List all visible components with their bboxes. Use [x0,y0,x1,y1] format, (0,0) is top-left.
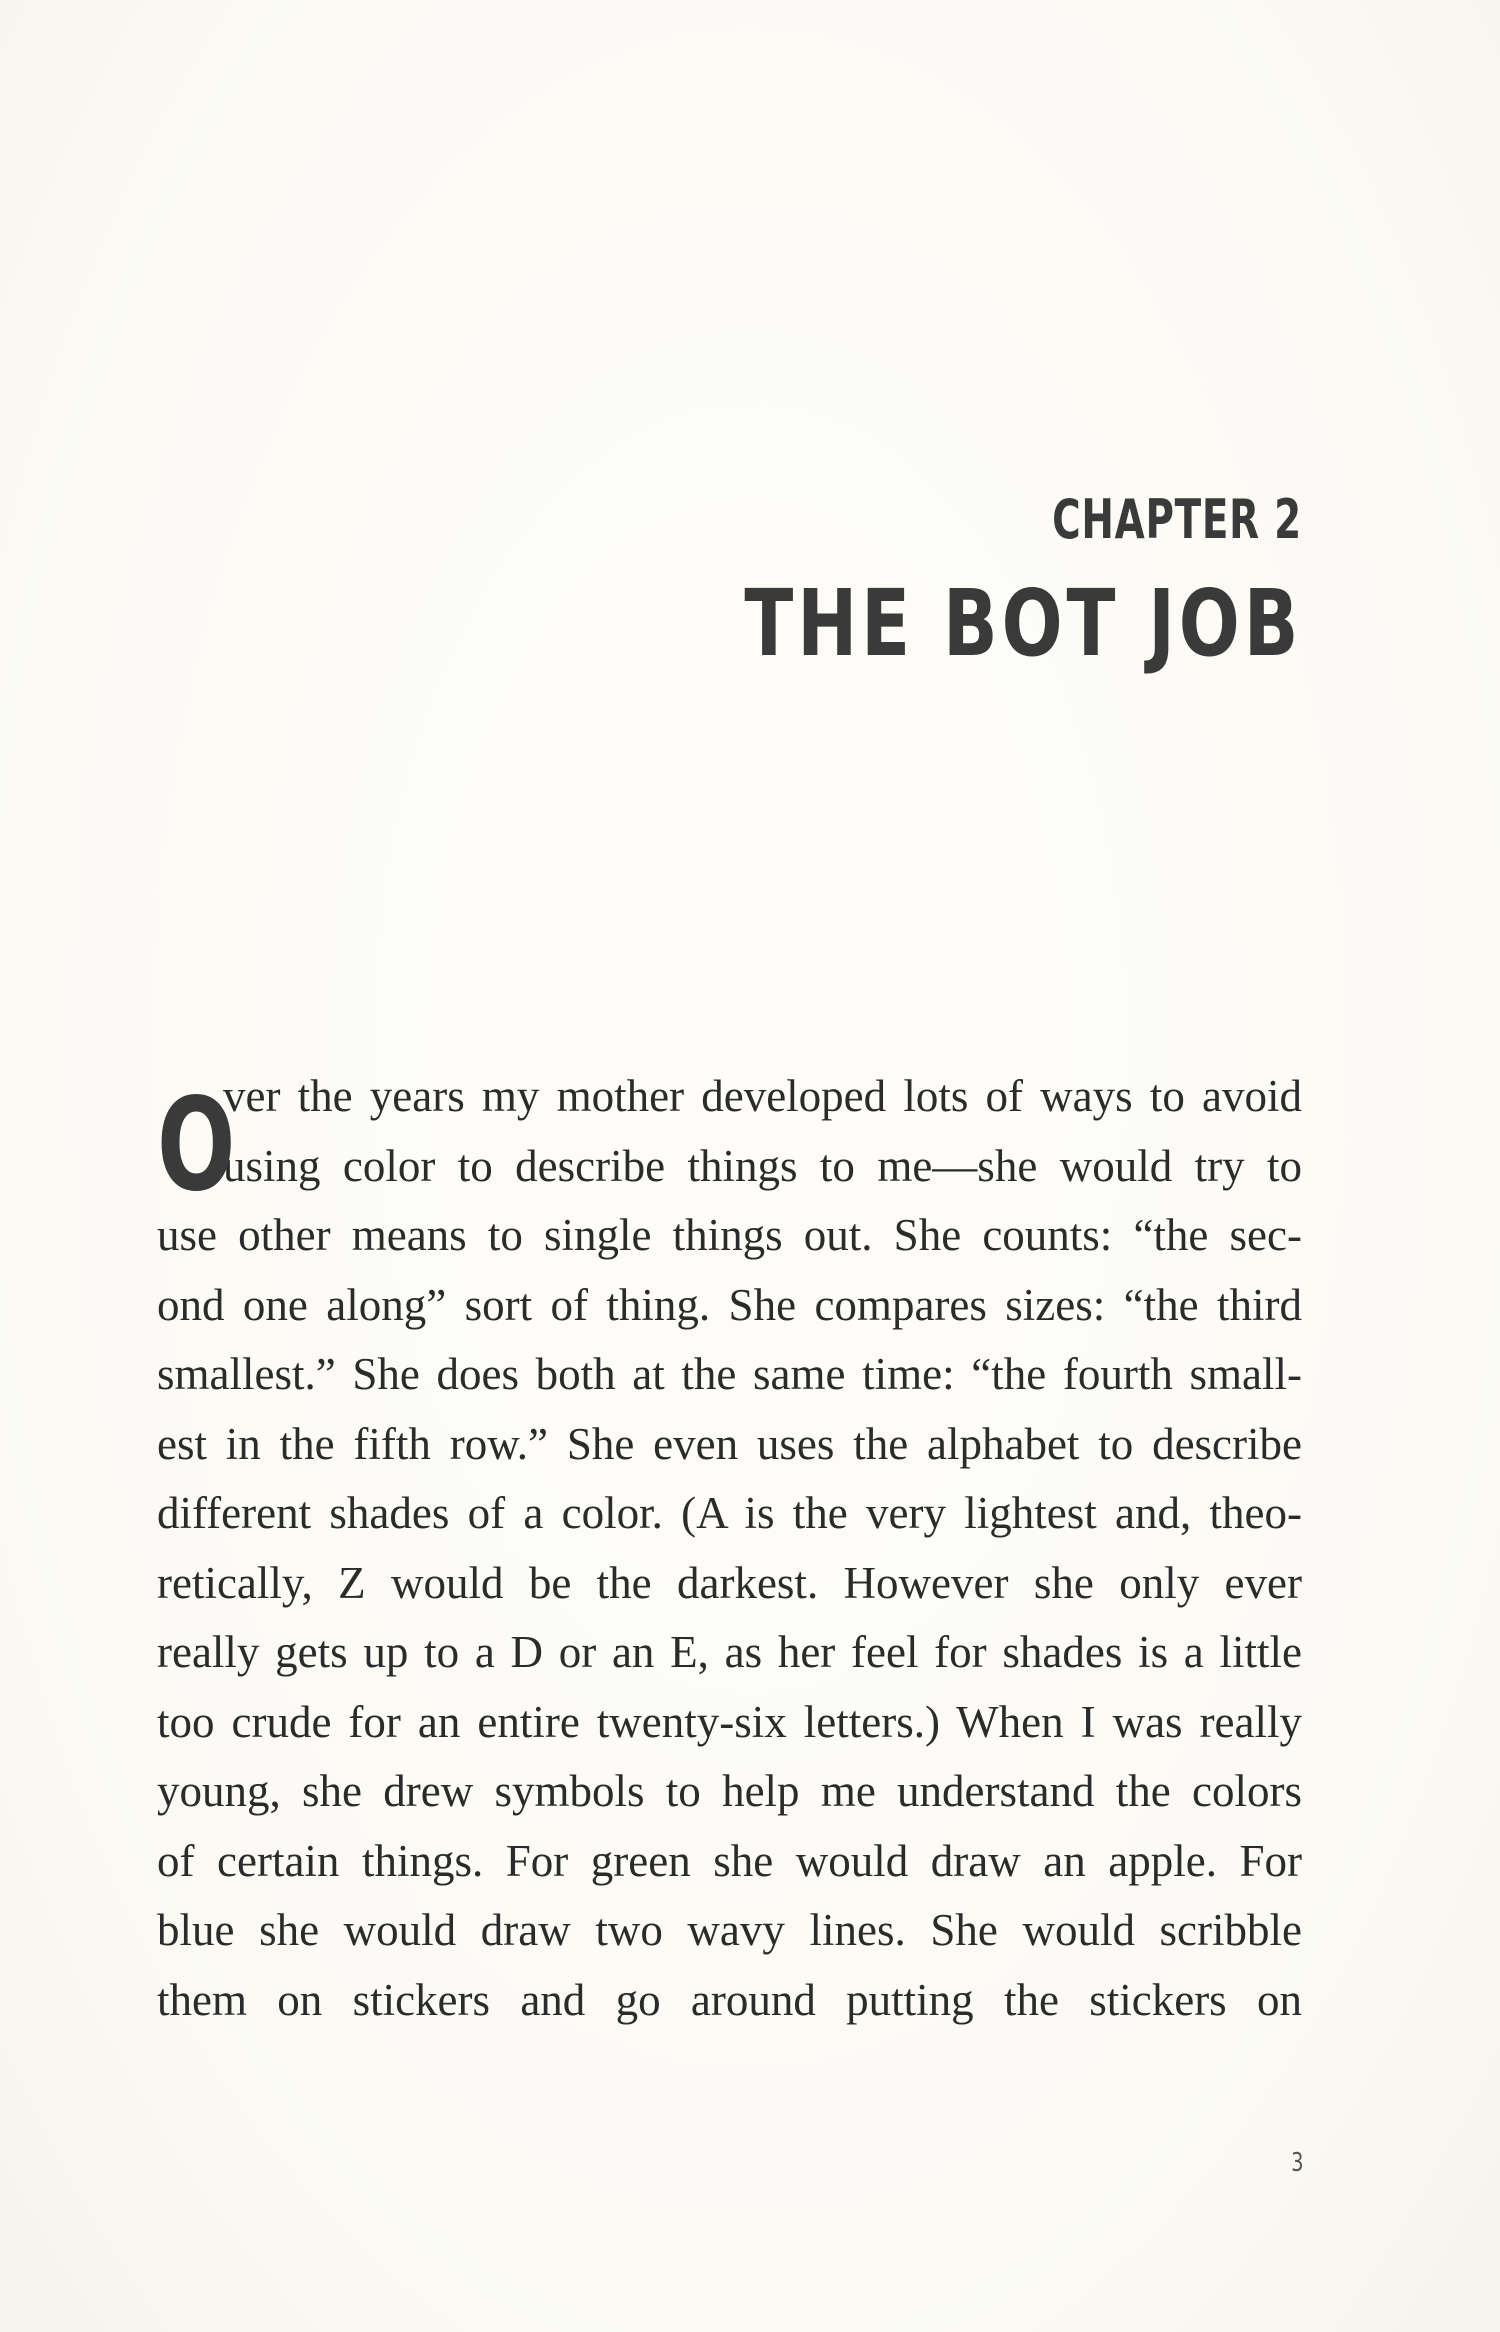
body-line: too crude for an entire twenty-six letters.) When I was really [157,1696,1302,1747]
chapter-label: CHAPTER 2 [1052,488,1302,551]
body-line: blue she would draw two wavy lines. She would scribble [157,1905,1302,1955]
page-number: 3 [1291,2148,1304,2178]
drop-cap: O [157,1071,236,1220]
body-line: est in the fifth row.” She even uses the alphabet to describe [157,1418,1302,1469]
body-line: young, she drew symbols to help me understand the colors [157,1766,1302,1816]
body-line: of certain things. For green she would draw an apple. For [157,1835,1302,1886]
chapter-title: THE BOT JOB [744,570,1302,677]
body-line: using color to describe things to me—she would try to [223,1140,1302,1191]
body-text [157,1062,1302,2062]
body-line: ond one along” sort of thing. She compares sizes: “the third [157,1279,1302,1330]
body-line: them on stickers and go around putting the stickers on [157,1974,1302,2025]
body-line: use other means to single things out. She counts: “the sec- [157,1210,1302,1260]
body-line: really gets up to a D or an E, as her feel for shades is a little [157,1627,1302,1677]
body-line: different shades of a color. (A is the very lightest and, theo- [157,1488,1302,1538]
body-line: retically, Z would be the darkest. However she only ever [157,1557,1302,1608]
body-line: ver the years my mother developed lots of ways to avoid [223,1071,1302,1121]
body-line: smallest.” She does both at the same time: “the fourth small- [157,1349,1302,1399]
